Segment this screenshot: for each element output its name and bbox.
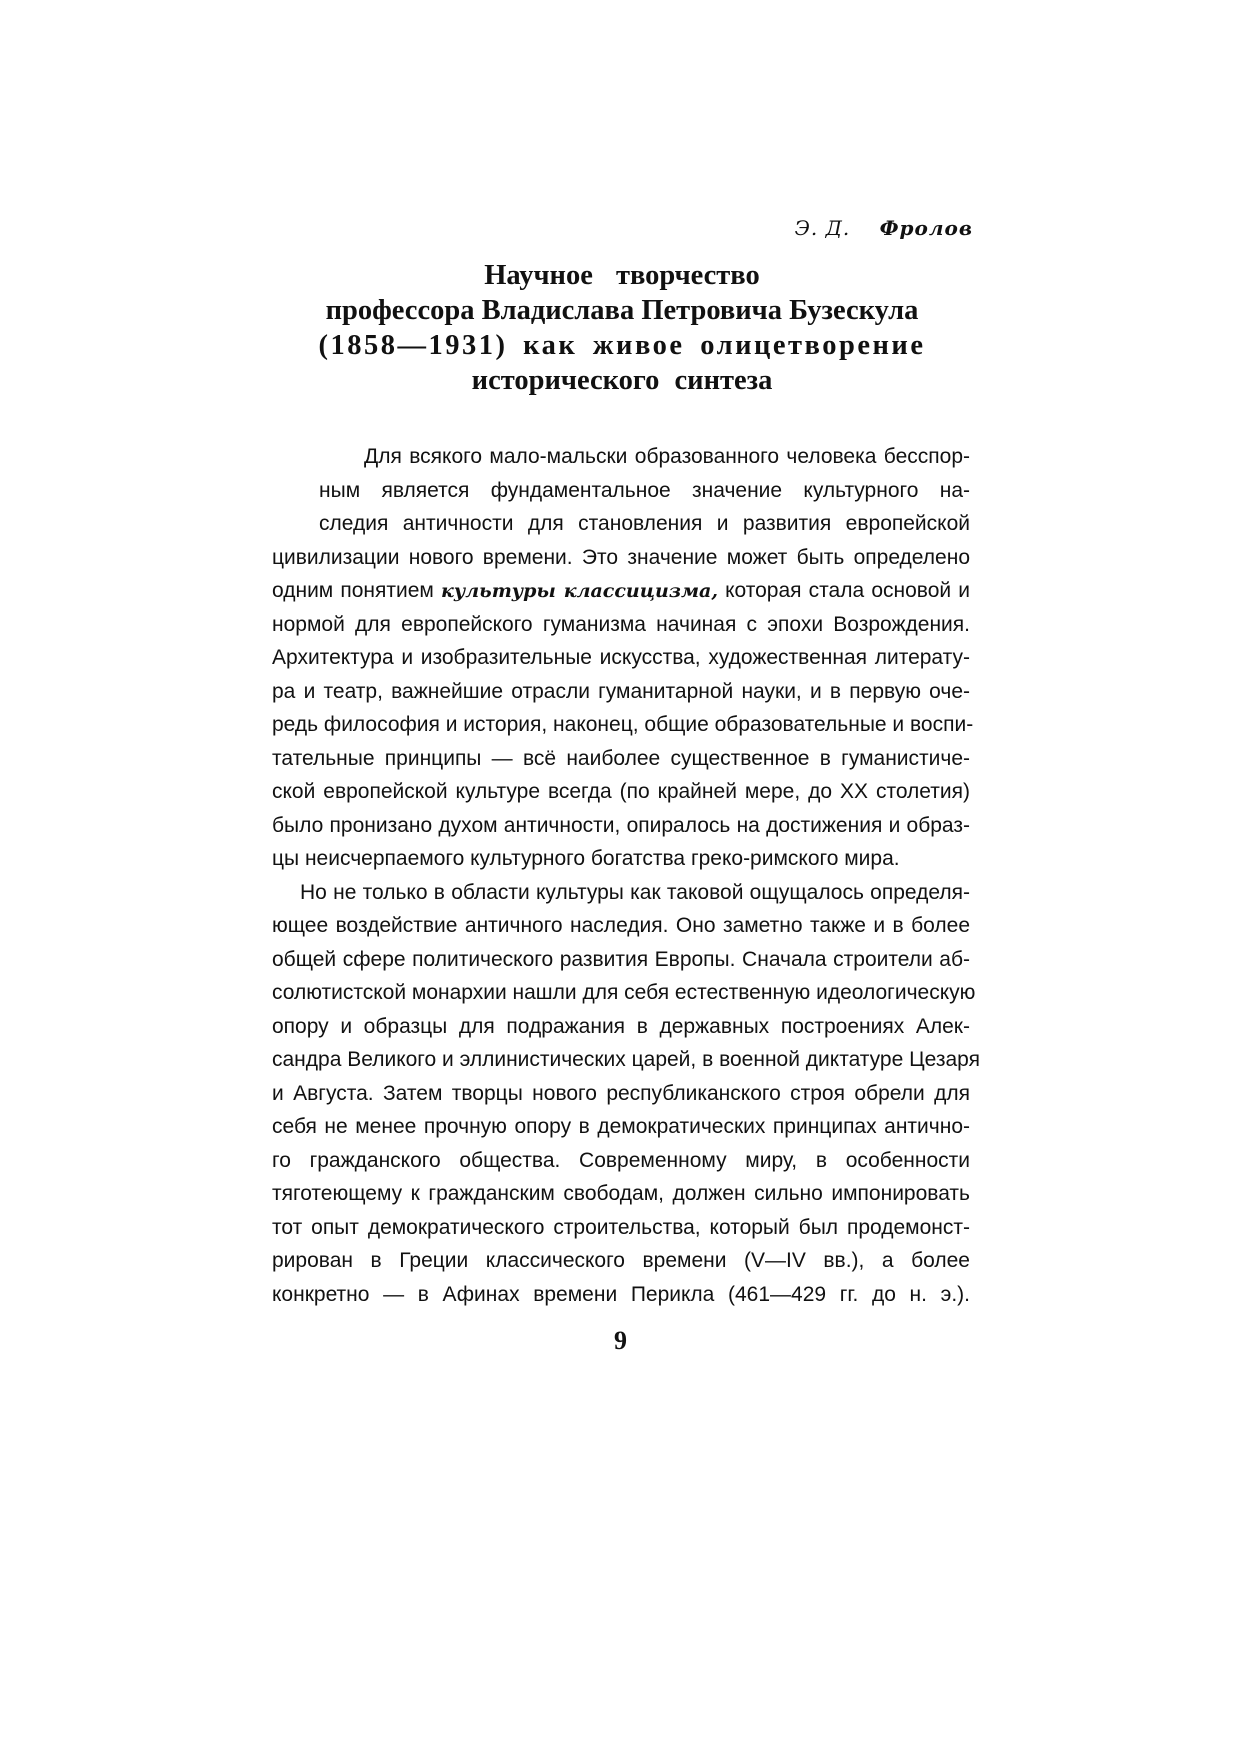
body-line: общей сфере политического развития Европы. Сначала строители аб- — [272, 947, 970, 971]
title-line: (1858—1931) как живое олицетворение — [318, 330, 926, 361]
article-title — [272, 258, 972, 398]
author-initials: Э. Д. — [794, 216, 851, 240]
article-body — [272, 440, 980, 1311]
body-line: ской европейской культуре всегда (по крайней мере, до XX столетия) — [272, 780, 970, 803]
body-line: Но не только в области культуры как таковой ощущалось определя- — [300, 880, 970, 904]
body-line: тяготеющему к гражданским свободам, должен сильно импонировать — [272, 1182, 970, 1205]
body-line: цивилизации нового времени. Это значение может быть определено — [272, 545, 970, 569]
body-line: и Августа. Затем творцы нового республиканского строя обрели для — [272, 1081, 970, 1105]
paragraph-1 — [272, 440, 974, 876]
body-line: редь философия и история, наконец, общие образовательные и воспи- — [272, 713, 974, 736]
body-line: го гражданского общества. Современному миру, в особенности — [272, 1148, 970, 1172]
body-line: солютистской монархии нашли для себя естественную идеологическую — [272, 981, 976, 1004]
body-line: опору и образцы для подражания в державных построениях Алек- — [272, 1014, 970, 1038]
title-line: Научное творчество — [484, 260, 760, 291]
body-line: себя не менее прочную опору в демократических принципах антично- — [272, 1115, 970, 1138]
body-line: ра и театр, важнейшие отрасли гуманитарной науки, и в первую оче- — [272, 679, 970, 703]
body-line: тательные принципы — всё наиболее существенное в гуманистиче- — [272, 746, 970, 770]
body-line: цы неисчерпаемого культурного богатства греко-римского мира. — [272, 847, 900, 870]
page-number: 9 — [614, 1326, 627, 1355]
body-line: ным является фундаментальное значение культурного на- — [319, 478, 970, 502]
body-line: конкретно — в Афинах времени Перикла (461—429 гг. до н. э.). — [272, 1282, 970, 1306]
title-line: профессора Владислава Петровича Бузескула — [325, 295, 919, 326]
body-text: которая стала основой и — [725, 579, 970, 602]
emphasized-term: культуры классицизма, — [441, 580, 718, 602]
body-line: Архитектура и изобразительные искусства, художественная литерату- — [272, 646, 970, 669]
body-line: ющее воздействие античного наследия. Оно заметно также и в более — [272, 914, 970, 937]
body-line: тот опыт демократического строительства, который был продемонст- — [272, 1215, 970, 1239]
body-line: Для всякого мало-мальски образованного человека бесспор- — [364, 445, 970, 468]
title-line: исторического синтеза — [471, 365, 773, 396]
body-line-emphasis — [272, 574, 970, 608]
body-line: следия античности для становления и развития европейской — [319, 512, 970, 535]
body-line: было пронизано духом античности, опиралось на достижения и образ- — [272, 813, 970, 837]
paragraph-2 — [272, 876, 980, 1312]
body-line: нормой для европейского гуманизма начиная с эпохи Возрождения. — [272, 612, 970, 636]
body-text: одним понятием — [272, 579, 434, 602]
author-surname: Фролов — [879, 216, 973, 240]
body-line: сандра Великого и эллинистических царей, в военной диктатуре Цезаря — [272, 1048, 980, 1071]
body-line: рирован в Греции классического времени (V—IV вв.), а более — [272, 1249, 970, 1272]
author-header — [795, 216, 973, 240]
